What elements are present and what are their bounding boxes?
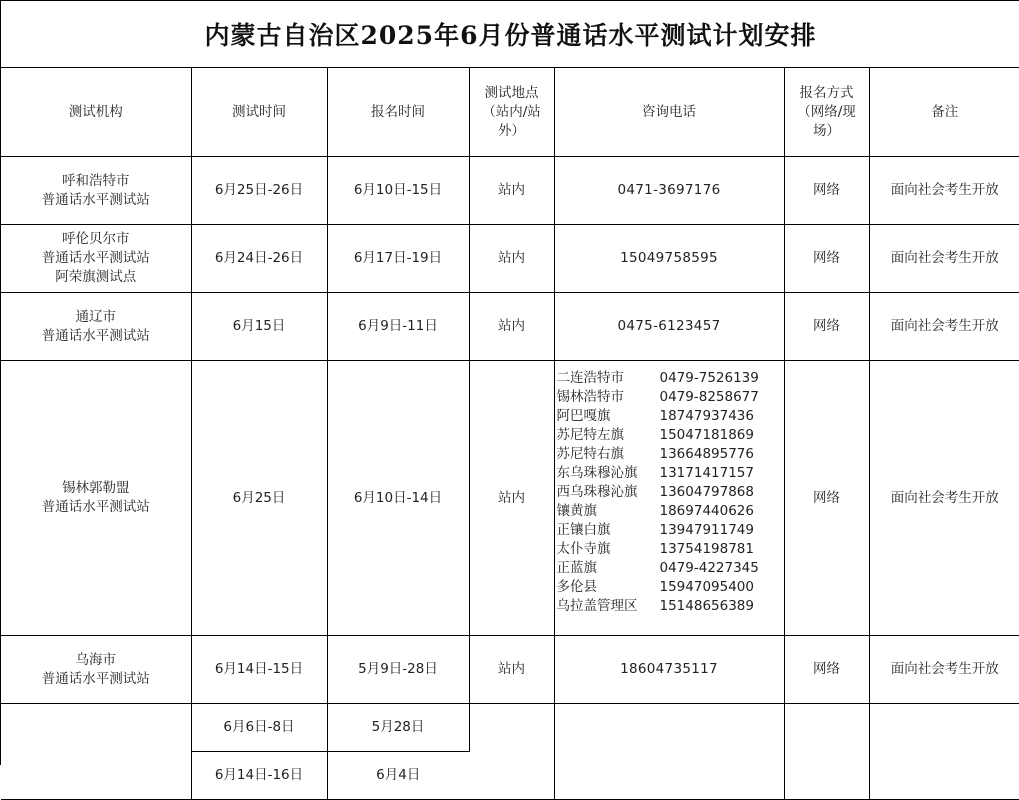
org-line: 普通话水平测试站: [41, 499, 150, 515]
contact-item: [557, 369, 784, 388]
org-line: 普通话水平测试站: [41, 327, 150, 344]
table-row: [1, 704, 1019, 752]
header-reg-method-line: （网络/现: [797, 103, 856, 120]
contact-item: [557, 445, 784, 464]
org-line: 普通话水平测试站: [41, 670, 150, 687]
org-line: 呼伦贝尔市: [62, 231, 130, 247]
cell-location[interactable]: 站内: [469, 293, 554, 361]
contact-item: [557, 597, 784, 616]
cell-test-time[interactable]: 6月14日-15日: [191, 636, 327, 704]
cell-note[interactable]: 面向社会考生开放: [869, 361, 1019, 636]
contact-item: [557, 502, 784, 521]
cell-org[interactable]: [1, 293, 191, 361]
contact-item: [557, 521, 784, 540]
cell-reg-time[interactable]: 6月9日-11日: [327, 293, 469, 361]
contact-name: 多伦县: [556, 579, 597, 595]
cell-org[interactable]: [1, 361, 191, 636]
contact-name: 二连浩特市: [556, 370, 624, 386]
contact-name: 太仆寺旗: [556, 541, 611, 557]
schedule-table: [1, 68, 1019, 800]
contact-item: [557, 578, 784, 597]
contact-phone: 15947095400: [659, 579, 754, 595]
contact-phone: 0479-7526139: [659, 370, 759, 386]
header-reg-time[interactable]: 报名时间: [327, 68, 469, 157]
contact-name: 苏尼特右旗: [556, 446, 624, 462]
cell-note[interactable]: 面向社会考生开放: [869, 157, 1019, 225]
cell-reg-time[interactable]: 6月17日-19日: [327, 225, 469, 293]
header-test-time[interactable]: 测试时间: [191, 68, 327, 157]
contact-phone: 13604797868: [659, 484, 754, 500]
cell-phone[interactable]: 0475-6123457: [554, 293, 784, 361]
cell-org[interactable]: [1, 636, 191, 704]
table-row: [1, 361, 1019, 636]
header-org[interactable]: 测试机构: [1, 68, 191, 157]
cell-reg-time[interactable]: 6月10日-14日: [327, 361, 469, 636]
org-line: 呼和浩特市: [62, 172, 130, 189]
contact-phone: 13754198781: [659, 541, 754, 557]
contact-item: [557, 426, 784, 445]
contact-item: [557, 559, 784, 578]
contact-name: 东乌珠穆沁旗: [556, 465, 638, 481]
cell-org[interactable]: [1, 225, 191, 293]
contact-phone: 18697440626: [659, 503, 754, 519]
cell-phone-contacts[interactable]: [554, 361, 784, 636]
contact-name: 锡林浩特市: [556, 389, 624, 405]
table-row: [1, 293, 1019, 361]
contact-phone: 0479-4227345: [659, 560, 759, 576]
org-line: 普通话水平测试站: [41, 250, 150, 266]
header-location[interactable]: [469, 68, 554, 157]
cell-note[interactable]: 面向社会考生开放: [869, 293, 1019, 361]
cell-reg-method[interactable]: 网络: [784, 225, 869, 293]
contact-item: [557, 483, 784, 502]
contact-name: 阿巴嘎旗: [556, 408, 611, 424]
cell-phone[interactable]: 18604735117: [554, 636, 784, 704]
cell-reg-method[interactable]: 网络: [784, 293, 869, 361]
cell-location[interactable]: 站内: [469, 361, 554, 636]
header-row: [1, 68, 1019, 157]
contact-name: 苏尼特左旗: [556, 427, 624, 443]
contact-item: [557, 388, 784, 407]
contact-name: 镶黄旗: [556, 503, 597, 519]
cell-location[interactable]: 站内: [469, 636, 554, 704]
org-line: 通辽市: [75, 308, 116, 325]
cell-note[interactable]: [869, 704, 1019, 800]
cell-location[interactable]: [469, 704, 554, 800]
cell-test-time[interactable]: 6月14日-16日: [191, 752, 327, 800]
header-location-line: （站内/站: [482, 103, 541, 120]
contact-name: 西乌珠穆沁旗: [556, 484, 638, 500]
cell-reg-method[interactable]: 网络: [784, 636, 869, 704]
contact-phone: 13664895776: [659, 446, 754, 462]
cell-reg-time[interactable]: 5月28日: [327, 704, 469, 752]
cell-phone[interactable]: 0471-3697176: [554, 157, 784, 225]
header-reg-method[interactable]: [784, 68, 869, 157]
cell-reg-time[interactable]: 6月4日: [327, 752, 469, 800]
header-reg-method-line: 场）: [813, 122, 840, 139]
cell-reg-time[interactable]: 5月9日-28日: [327, 636, 469, 704]
contact-name: 乌拉盖管理区: [556, 598, 638, 614]
header-location-line: 测试地点: [484, 84, 539, 101]
contact-name: 正蓝旗: [556, 560, 597, 576]
contact-name: 正镶白旗: [556, 522, 611, 538]
cell-reg-method[interactable]: [784, 704, 869, 800]
cell-test-time[interactable]: 6月15日: [191, 293, 327, 361]
cell-location[interactable]: 站内: [469, 225, 554, 293]
contact-phone: 15047181869: [659, 427, 754, 443]
header-reg-method-line: 报名方式: [799, 84, 854, 101]
cell-phone[interactable]: [554, 704, 784, 800]
cell-location[interactable]: 站内: [469, 157, 554, 225]
table-row: [1, 157, 1019, 225]
contacts-list: [557, 369, 784, 616]
org-line: 乌海市: [75, 651, 116, 668]
cell-phone[interactable]: 15049758595: [554, 225, 784, 293]
header-phone[interactable]: 咨询电话: [554, 68, 784, 157]
cell-test-time[interactable]: 6月6日-8日: [191, 704, 327, 752]
cell-org[interactable]: [1, 157, 191, 225]
org-line: 普通话水平测试站: [41, 191, 150, 208]
cell-note[interactable]: 面向社会考生开放: [869, 636, 1019, 704]
cell-org[interactable]: [1, 704, 191, 800]
table-row: [1, 225, 1019, 293]
cell-test-time[interactable]: 6月24日-26日: [191, 225, 327, 293]
cell-note[interactable]: 面向社会考生开放: [869, 225, 1019, 293]
header-location-line: 外）: [498, 122, 525, 139]
contact-phone: 13947911749: [659, 522, 754, 538]
org-line: 阿荣旗测试点: [55, 269, 137, 285]
cell-reg-method[interactable]: 网络: [784, 157, 869, 225]
table-row: [1, 636, 1019, 704]
contact-item: [557, 407, 784, 426]
cell-reg-method[interactable]: 网络: [784, 361, 869, 636]
contact-phone: 15148656389: [659, 598, 754, 614]
contact-phone: 0479-8258677: [659, 389, 759, 405]
header-note[interactable]: 备注: [869, 68, 1019, 157]
contact-phone: 18747937436: [659, 408, 754, 424]
contact-item: [557, 540, 784, 559]
contact-phone: 13171417157: [659, 465, 754, 481]
sheet-title: 内蒙古自治区2025年6月份普通话水平测试计划安排: [1, 0, 1019, 68]
cell-reg-time[interactable]: 6月10日-15日: [327, 157, 469, 225]
cell-test-time[interactable]: 6月25日-26日: [191, 157, 327, 225]
org-line: 锡林郭勒盟: [62, 480, 130, 496]
cell-test-time[interactable]: 6月25日: [191, 361, 327, 636]
contact-item: [557, 464, 784, 483]
